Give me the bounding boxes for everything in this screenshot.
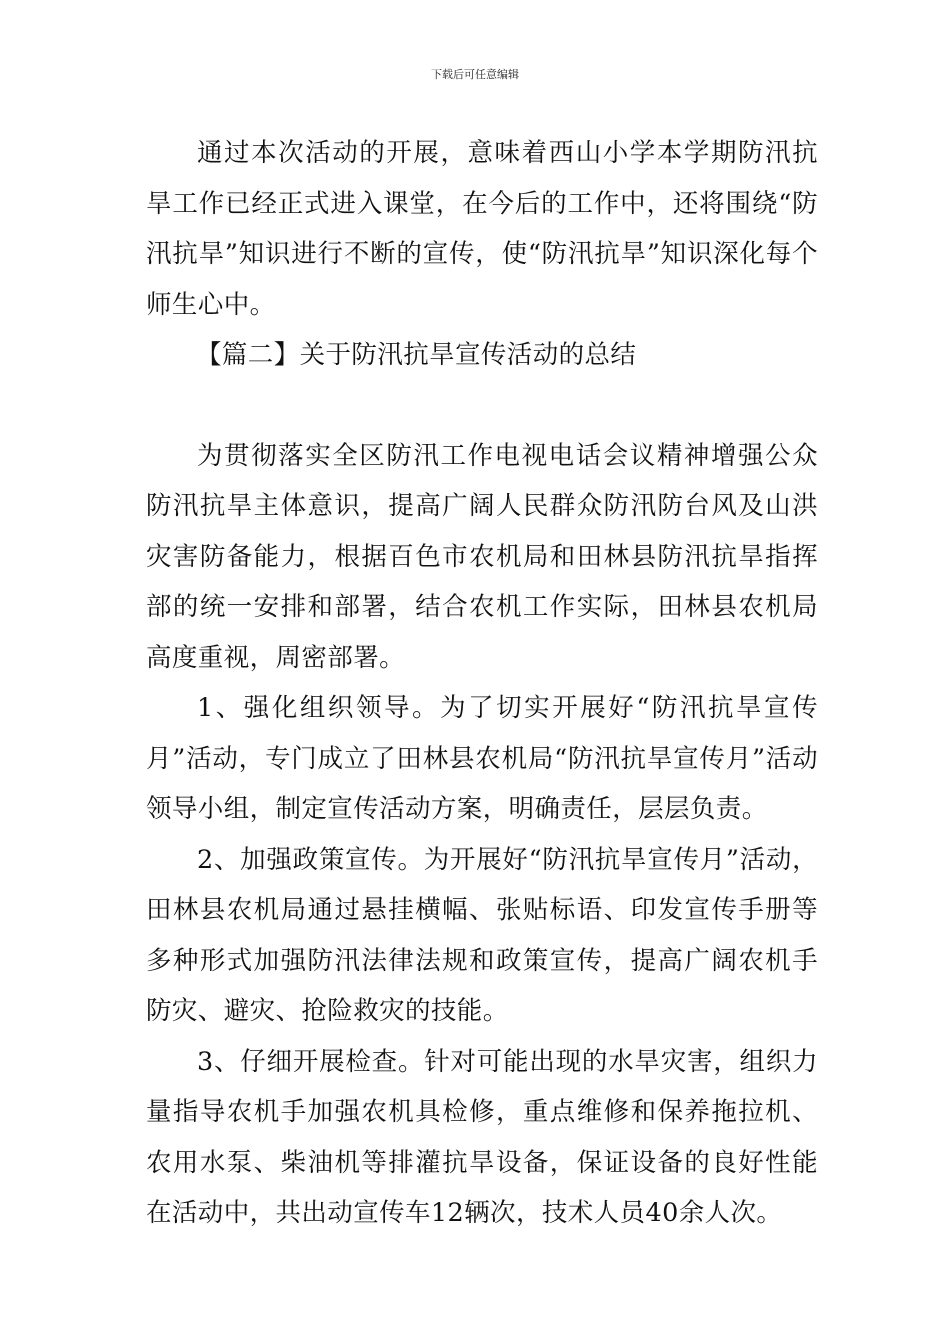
document-body — [146, 128, 818, 1239]
paragraph-item-2: 2、加强政策宣传。为开展好“防汛抗旱宣传月”活动，田林县农机局通过悬挂横幅、张贴标语、印发宣传手册等多种形式加强防汛法律法规和政策宣传，提高广阔农机手防灾、避灾、抢险救灾的技能。 — [146, 844, 818, 1026]
paragraph-item-3: 3、仔细开展检查。针对可能出现的水旱灾害，组织力量指导农机手加强农机具检修，重点维修和保养拖拉机、农用水泵、柴油机等排灌抗旱设备，保证设备的良好性能在活动中，共出动宣传车12辆次，技术人员40余人次。 — [146, 1046, 818, 1228]
paragraph-item-1: 1、强化组织领导。为了切实开展好“防汛抗旱宣传月”活动，专门成立了田林县农机局“防汛抗旱宣传月”活动领导小组，制定宣传活动方案，明确责任，层层负责。 — [146, 693, 818, 824]
paragraph-background: 为贯彻落实全区防汛工作电视电话会议精神增强公众防汛抗旱主体意识，提高广阔人民群众防汛防台风及山洪灾害防备能力，根据百色市农机局和田林县防汛抗旱指挥部的统一安排和部署，结合农机工作实际，田林县农机局高度重视，周密部署。 — [146, 440, 818, 673]
section-heading: 【篇二】关于防汛抗旱宣传活动的总结 — [196, 340, 637, 370]
paragraph-intro-conclusion: 通过本次活动的开展，意味着西山小学本学期防汛抗旱工作已经正式进入课堂，在今后的工作中，还将围绕“防汛抗旱”知识进行不断的宣传，使“防汛抗旱”知识深化每个师生心中。 — [146, 138, 818, 320]
section-spacer — [146, 381, 818, 431]
page-header-note: 下载后可任意编辑 — [431, 68, 519, 81]
